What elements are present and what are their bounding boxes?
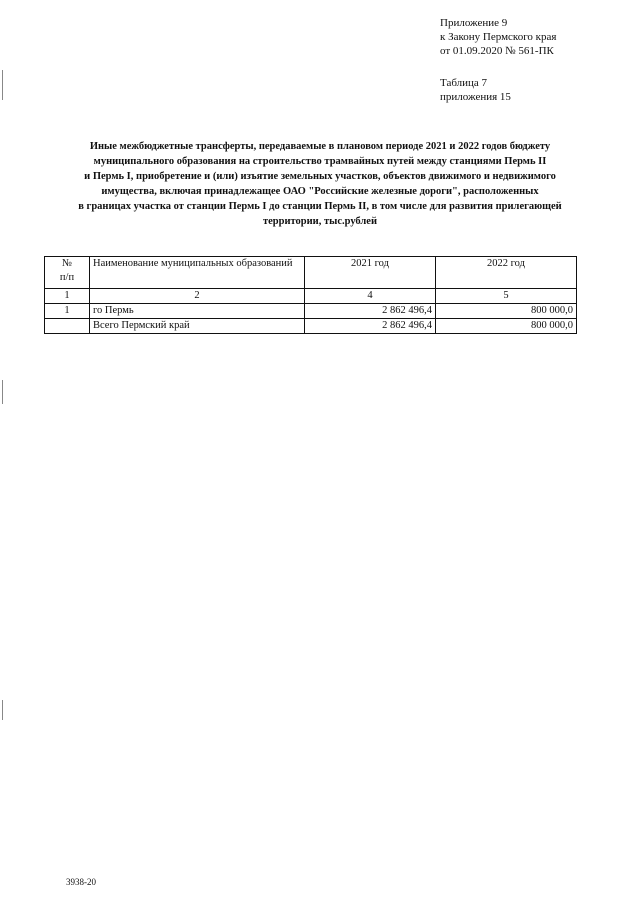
row-name: го Пермь: [90, 304, 305, 319]
title-line: имущества, включая принадлежащее ОАО "Российские железные дороги", расположенных: [101, 186, 539, 197]
law-date-number: от 01.09.2020 № 561-ПК: [440, 45, 554, 57]
column-number: 5: [436, 289, 577, 304]
title-line: территории, тыс.рублей: [262, 216, 378, 227]
column-numbers-row: [45, 289, 577, 304]
scan-edge-mark: [2, 380, 3, 404]
title-line: Иные межбюджетные трансферты, передаваемые в плановом периоде 2021 и 2022 годов бюджету: [89, 141, 551, 152]
row-2022: 800 000,0: [436, 319, 577, 334]
row-name: Всего Пермский край: [90, 319, 305, 334]
law-reference: к Закону Пермского края: [440, 31, 557, 43]
transfers-table: [44, 256, 577, 334]
header-2022: 2022 год: [436, 257, 577, 289]
scan-edge-mark: [2, 70, 3, 100]
row-no: 1: [45, 304, 90, 319]
document-code: 3938-20: [66, 877, 96, 887]
column-number: 1: [45, 289, 90, 304]
table-number: Таблица 7: [440, 77, 488, 89]
row-2021: 2 862 496,4: [305, 304, 436, 319]
column-number: 4: [305, 289, 436, 304]
header-no: № п/п: [45, 257, 90, 289]
row-no: [45, 319, 90, 334]
table-row: [45, 304, 577, 319]
appendix-number: Приложение 9: [440, 17, 508, 29]
title-line: в границах участка от станции Пермь I до станции Пермь II, в том числе для развития прилегающей: [78, 201, 562, 212]
appendix-reference: приложения 15: [440, 91, 511, 103]
appendix-header: [440, 16, 630, 104]
scan-edge-mark: [2, 700, 3, 720]
document-title: [40, 139, 600, 229]
header-2021: 2021 год: [305, 257, 436, 289]
table-header-row: [45, 257, 577, 289]
title-line: и Пермь I, приобретение и (или) изъятие земельных участков, объектов движимого и недвижимого: [84, 171, 556, 182]
table-total-row: [45, 319, 577, 334]
header-name: Наименование муниципальных образований: [90, 257, 305, 289]
row-2022: 800 000,0: [436, 304, 577, 319]
title-line: муниципального образования на строительство трамвайных путей между станциями Пермь II: [93, 156, 547, 167]
column-number: 2: [90, 289, 305, 304]
row-2021: 2 862 496,4: [305, 319, 436, 334]
